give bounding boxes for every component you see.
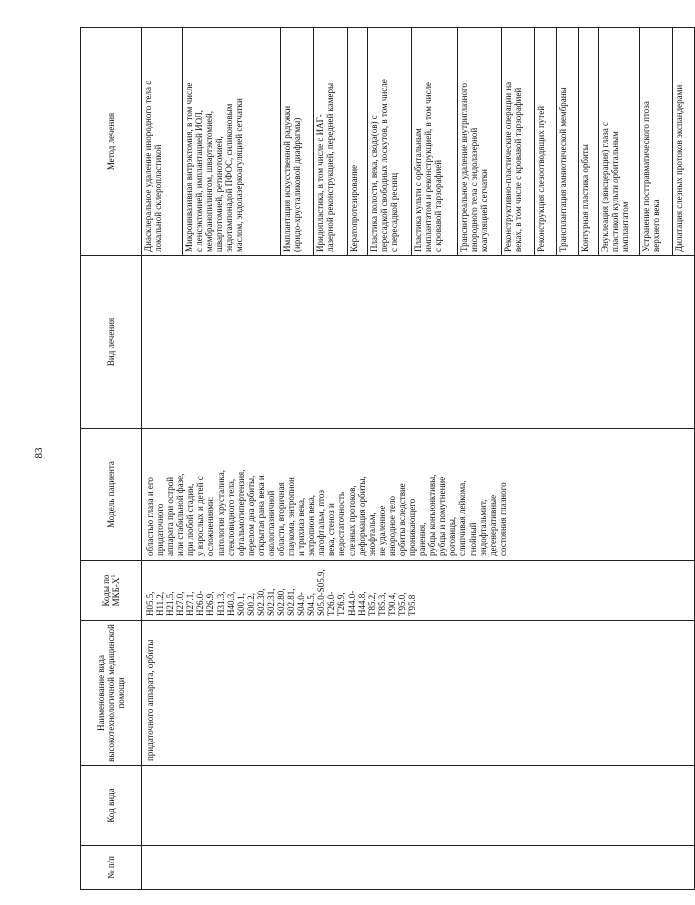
method-line: локальной склеропластикой [153, 144, 164, 252]
method-line: верхнего века [651, 199, 662, 252]
mkb-code: H44.8, [356, 591, 367, 616]
mkb-code: H05.5, [145, 591, 155, 616]
patient-model-line: окологлазничной [265, 490, 276, 556]
mkb-code: H31.3, [215, 591, 226, 616]
cell-patient-model [142, 429, 695, 561]
mkb-code: S02.30, [255, 588, 266, 616]
patient-model-line: осложнениями: [205, 496, 216, 556]
method-line: Диасклеральное удаление инородного тела с [143, 80, 153, 252]
mkb-code: T85.2, [366, 592, 377, 616]
patient-model-line: офтальмогипертензия, [235, 469, 246, 556]
mkb-code: H11.2, [155, 591, 166, 616]
mkb-code: H27.0, [175, 591, 186, 616]
method-line: лазерной реконструкцией, передней камеры [325, 83, 336, 252]
patient-model-line: гнойный [467, 522, 478, 556]
method-item [458, 28, 502, 255]
patient-model-line: эндофтальмит, [477, 499, 488, 556]
patient-model-line: придаточного [155, 503, 166, 556]
patient-model-line: аппарата при острой [165, 476, 176, 556]
cell-num [142, 846, 695, 890]
method-line: Дилатация слезных протоков экспандерами [674, 84, 684, 252]
method-line: Трансплантация амниотической мембраны [558, 87, 568, 252]
method-item [281, 28, 314, 255]
method-line: имплантатом [620, 201, 631, 252]
header-name: Наименование вида высокотехнологичной медицинской помощи [81, 621, 142, 766]
method-line: имплантатом и реконструкцией, в том числе [423, 82, 434, 252]
method-item [535, 28, 557, 255]
method-line: коагуляцией сетчатки [479, 169, 490, 252]
cell-methods [142, 28, 695, 256]
patient-model-line: при любой стадии, [185, 483, 196, 556]
rotated-page-content [80, 28, 684, 890]
patient-model-line: не удаленное [376, 505, 387, 556]
method-line: Трансвитреальное удаление внутриглазного [459, 83, 469, 252]
mkb-code: T26.0- [326, 591, 337, 616]
mkb-code: T85.3, [376, 592, 387, 616]
method-line: с кровавой тарзорафией [433, 159, 444, 252]
method-item [640, 28, 673, 255]
cell-mkb-codes [142, 561, 695, 621]
method-line: швартотомией, ретинотомией, [214, 136, 225, 252]
method-item [599, 28, 640, 255]
table-row [142, 28, 695, 890]
table-container [80, 28, 684, 890]
patient-model-line: инородное тело [386, 495, 397, 556]
page-number: 83 [33, 447, 45, 459]
patient-model-line: энофтальм, [366, 512, 377, 556]
mkb-code: T95.8 [407, 594, 418, 616]
patient-model-line: деформация орбиты, [356, 476, 367, 556]
mkb-code: H40.3, [225, 591, 236, 616]
method-line: Реконструкция слезоотводящих путей [536, 105, 546, 252]
patient-model-line: эктропион века, [306, 494, 317, 556]
header-num: № п/п [81, 846, 142, 890]
method-line: Микроинвазивная витрэктомия, в том числе [184, 82, 194, 252]
mkb-code: H21.5, [165, 591, 176, 616]
patient-model-line: стекловидного тела, [225, 478, 236, 556]
header-mkb-footnote: 1 [111, 574, 117, 578]
method-line: Пластика полости, века, свода(ов) с [369, 115, 379, 252]
method-line: Пластика культи с орбитальным [413, 128, 423, 252]
mkb-code: S05.0-S05.9, [316, 569, 327, 616]
header-row [81, 28, 142, 890]
method-line: Энуклеация (эвисцерация) глаза с [600, 121, 610, 252]
method-item [502, 28, 535, 255]
method-line: пластикой культи орбитальным [610, 131, 621, 252]
mkb-code: S02.31, [265, 588, 276, 616]
cell-code [142, 766, 695, 846]
header-model: Модель пациента [81, 429, 142, 561]
method-item [412, 28, 458, 255]
patient-model-line: лагофтальм, птоз [316, 490, 327, 556]
mkb-code: S04.5, [306, 592, 317, 616]
patient-model-line: орбиты вследствие [396, 483, 407, 556]
method-line: маслом, эндолазеркоагуляцией сетчатки [234, 98, 245, 252]
method-item [183, 28, 281, 255]
mkb-code: S02.81, [286, 588, 297, 616]
patient-model-line: и трихиаз века, [296, 497, 307, 556]
method-item [348, 28, 368, 255]
patient-model-line: роговицы, [447, 516, 458, 556]
mkb-code: T26.9, [336, 592, 347, 616]
method-line: веках, в том числе с кровавой тарзорафией [513, 87, 524, 252]
mkb-code: H27.1, [185, 591, 196, 616]
header-code: Код вида [81, 766, 142, 846]
patient-model-line: слезных протоков, [346, 485, 357, 556]
patient-model-line: областью глаза и его [145, 477, 155, 556]
method-line: пересадкой свободных лоскутов, в том числе [379, 79, 390, 252]
method-line: Иридопластика, в том числе с ИАГ- [315, 114, 325, 252]
patient-model-line: открытая рана века и [255, 475, 266, 556]
patient-model-line: патология хрусталика, [215, 470, 226, 556]
patient-model-line: проникающего [407, 498, 418, 556]
method-item [142, 28, 183, 255]
method-line: Контурная пластика орбиты [580, 144, 590, 252]
cell-treatment-type [142, 256, 695, 429]
patient-model-line: состояния глазного [497, 482, 508, 556]
method-line: с пересадкой ресниц [389, 172, 400, 252]
patient-model-line: рубцы и помутнение [437, 476, 448, 556]
mkb-code: H44.0- [346, 590, 357, 616]
method-item [579, 28, 599, 255]
mkb-code: S02.80, [276, 588, 287, 616]
mkb-code: H26.9, [205, 591, 216, 616]
header-method: Метод лечения [81, 28, 142, 256]
method-line: инородного тела с эндолазерной [469, 127, 480, 252]
patient-model-line: века, стеноз и [326, 503, 337, 556]
patient-model-line: недостаточность [336, 492, 347, 556]
method-item [673, 28, 694, 255]
method-line: эндотампонадой ПФОС, силиконовым [224, 103, 235, 252]
method-item [557, 28, 579, 255]
header-mkb-label: Коды по МКБ-Х [100, 574, 121, 607]
method-line: (иридо-хрусталиковой диафрагмы) [292, 117, 303, 252]
mkb-code: T90.4, [386, 592, 397, 616]
mkb-code: S00.1, [235, 592, 246, 616]
method-item [368, 28, 412, 255]
header-mkb [81, 561, 142, 621]
method-line: Кератопротезирование [349, 164, 359, 252]
patient-model-line: слипчивая лейкома, [457, 480, 468, 556]
method-line: с ленсэктомией, имплантацией ИОЛ, [194, 109, 205, 252]
patient-model-line: области, вторичная [276, 482, 287, 556]
patient-model-line: у взрослых и детей с [195, 476, 206, 556]
cell-name: придаточного аппарата, орбиты [142, 621, 695, 766]
method-line: мембранопилингом, швартэктомией, [204, 111, 215, 252]
mkb-code: H26.0- [195, 590, 206, 616]
method-item [314, 28, 348, 255]
patient-model-line: глаукома, энтропион [286, 477, 297, 556]
patient-model-line: рубцы конъюнктивы, [427, 474, 438, 556]
patient-model-line: ранения, [417, 522, 428, 556]
mkb-code: T95.0, [396, 592, 407, 616]
vmp-table [80, 27, 695, 890]
mkb-code: S04.0- [296, 592, 307, 616]
method-line: Реконструктивно-пластические операции на [503, 81, 513, 252]
method-line: Имплантация искусственной радужки [282, 105, 292, 252]
method-line: Устранение посттравматического птоза [641, 101, 651, 252]
header-treatment-type: Вид лечения [81, 256, 142, 429]
patient-model-line: или стабильной фазе, [175, 473, 186, 556]
mkb-code: S00.2, [245, 592, 256, 616]
patient-model-line: дегенеративные [487, 494, 498, 556]
patient-model-line: перелом дна орбиты, [245, 475, 256, 556]
